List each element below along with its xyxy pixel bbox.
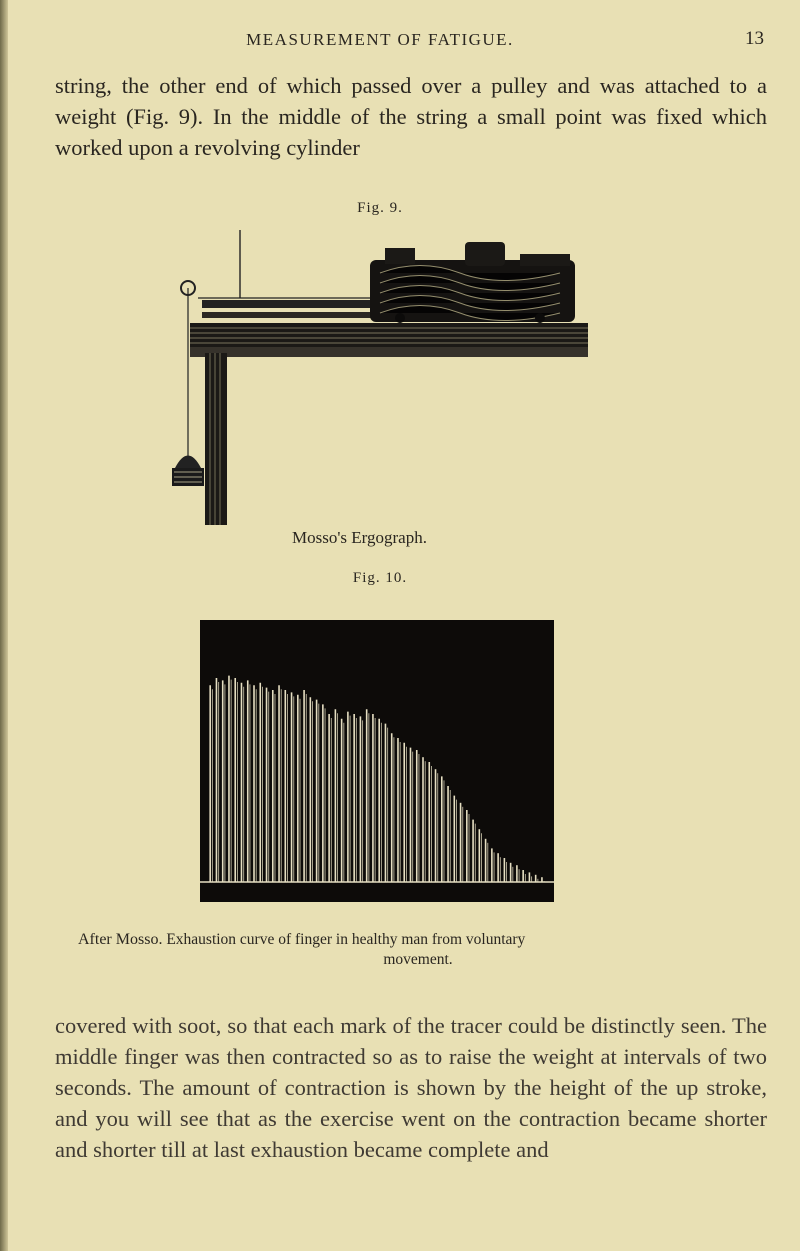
figure-10-caption-text: Exhaustion curve of finger in healthy man from voluntary (166, 931, 526, 948)
figure-10-caption-line2: movement. (383, 951, 453, 968)
paragraph-bottom: covered with soot, so that each mark of the tracer could be distinctly seen. The middle finger was then contracted so as to raise the weight at intervals of two seconds. The amount of contraction is shown by the height of the up stroke, and you will see that as the exercise went on the contraction became shorter and shorter till at last exhaustion became complete and (55, 1013, 767, 1162)
paragraph-top: string, the other end of which passed over a pulley and was attached to a weight (Fig. 9). In the middle of the string a small point was fixed which worked upon a revolving cylinder (55, 73, 767, 160)
figure-10-caption-lead: After Mosso. (78, 931, 163, 948)
exhaustion-curve-plate (200, 620, 554, 902)
curve-background (200, 620, 554, 902)
running-head (0, 30, 800, 56)
figure-9-caption: Mosso's Ergograph. (292, 528, 427, 547)
page-number: 13 (745, 28, 764, 49)
ergograph-illustration (160, 228, 620, 528)
figure-10-caption (78, 930, 718, 970)
page-edge-shadow (0, 0, 8, 1251)
figure-10-label: Fig. 10. (352, 570, 408, 586)
running-title: MEASUREMENT OF FATIGUE. (246, 30, 514, 49)
figure-9-label: Fig. 9. (357, 200, 403, 216)
